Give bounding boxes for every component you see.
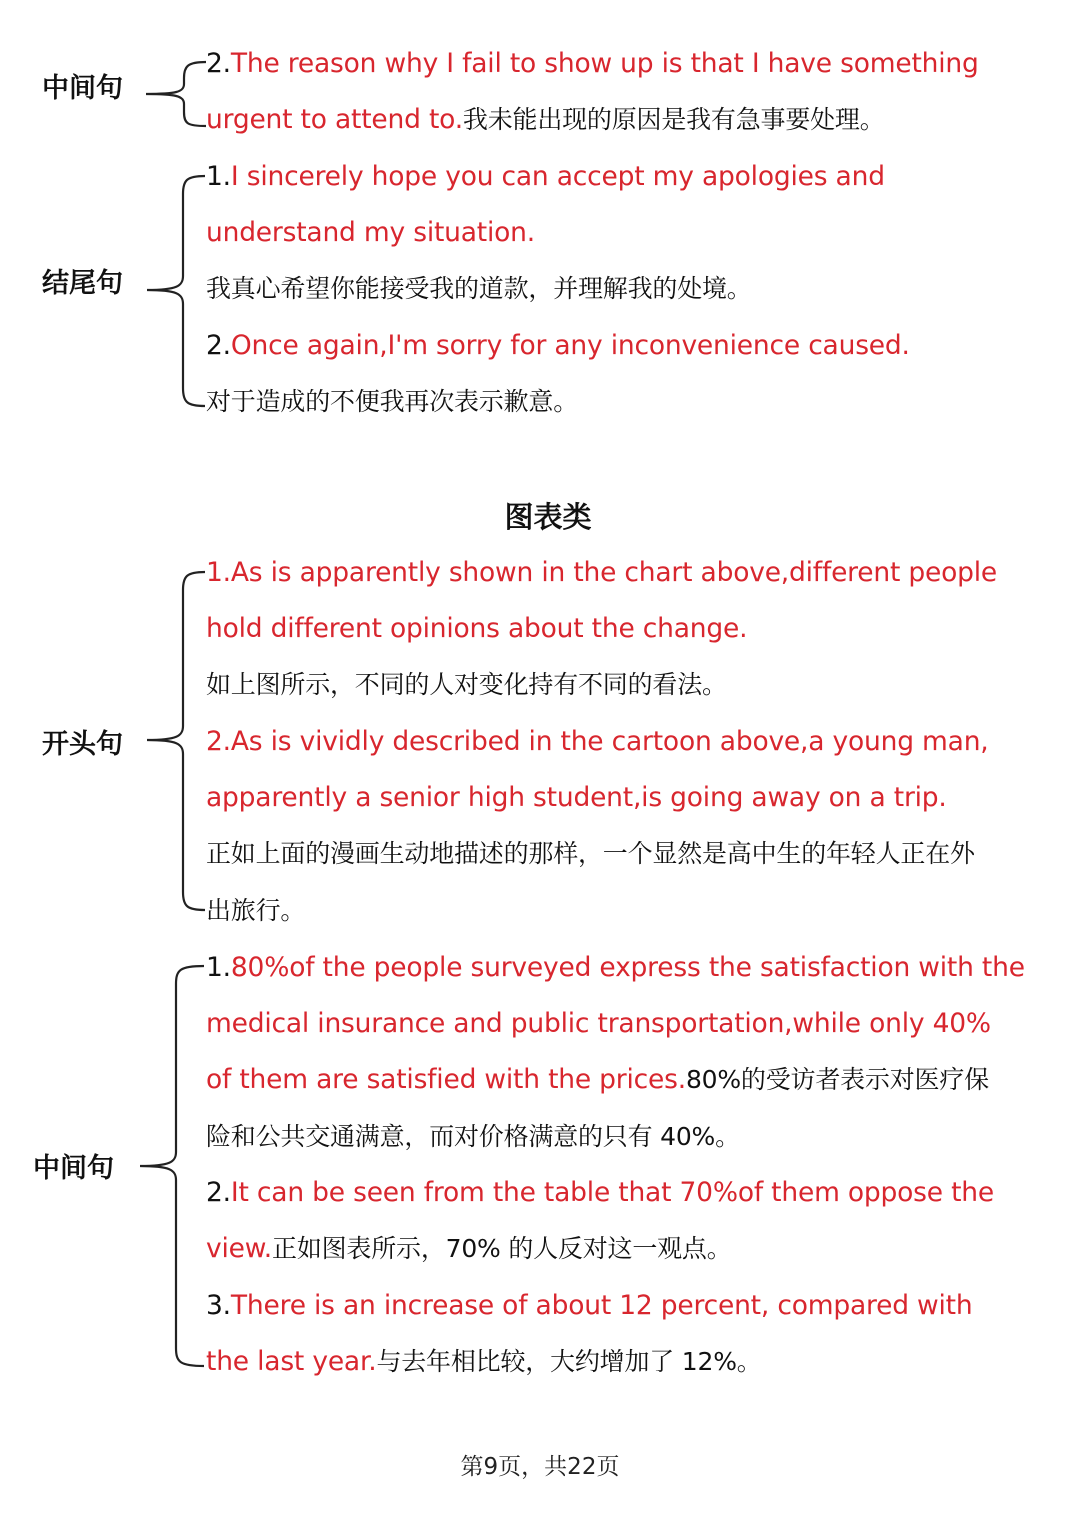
sentence-number: 2. [206, 1177, 231, 1208]
sentence-number: 2. [206, 330, 231, 361]
english-sentence: medical insurance and public transportation,while only 40% [206, 1008, 991, 1039]
chinese-translation: 80%的受访者表示对医疗保 [685, 1065, 989, 1094]
sentence-line [206, 951, 1025, 985]
chinese-translation: 与去年相比较，大约增加了 12%。 [376, 1347, 762, 1376]
sentence-number: 3. [206, 1290, 231, 1321]
brace-icon [138, 962, 206, 1370]
english-sentence: Once again,I'm sorry for any inconvenience caused. [230, 330, 910, 361]
chinese-translation: 正如图表所示，70% 的人反对这一观点。 [272, 1234, 732, 1263]
english-sentence: 1.As is apparently shown in the chart above,different people [206, 557, 998, 588]
sentence-line [206, 1120, 740, 1154]
english-sentence: 2.As is vividly described in the cartoon above,a young man, [206, 726, 989, 757]
chinese-translation: 对于造成的不便我再次表示歉意。 [206, 387, 579, 416]
english-sentence: urgent to attend to. [206, 104, 463, 135]
page-number: 第9页，共22页 [460, 1454, 620, 1480]
sentence-line [206, 1007, 991, 1041]
sentence-line [206, 1345, 762, 1379]
sentence-number: 1. [206, 161, 231, 192]
sentence-line [206, 385, 578, 419]
sentence-line [206, 103, 885, 137]
section-heading: 图表类 [504, 500, 592, 534]
english-sentence: view. [206, 1233, 273, 1264]
sentence-line [206, 1289, 972, 1323]
sentence-line [206, 668, 727, 702]
sentence-line [206, 781, 947, 815]
sentence-line [206, 1176, 994, 1210]
english-sentence: The reason why I fail to show up is that I have something [230, 48, 979, 79]
brace-icon [145, 172, 207, 410]
english-sentence: of them are satisfied with the prices. [206, 1064, 686, 1095]
sentence-number: 2. [206, 48, 231, 79]
sentence-line [206, 1232, 732, 1266]
chinese-translation: 出旅行。 [206, 896, 306, 925]
sentence-number: 1. [206, 952, 231, 983]
sentence-line [206, 1063, 989, 1097]
english-sentence: hold different opinions about the change. [206, 613, 748, 644]
english-sentence: apparently a senior high student,is going away on a trip. [206, 782, 947, 813]
section-label-middle-1: 中间句 [42, 73, 123, 104]
chinese-translation: 险和公共交通满意，而对价格满意的只有 40%。 [206, 1122, 740, 1151]
english-sentence: There is an increase of about 12 percent, compared with [230, 1290, 973, 1321]
brace-icon [140, 58, 210, 130]
chinese-translation: 正如上面的漫画生动地描述的那样，一个显然是高中生的年轻人正在外 [206, 839, 975, 868]
brace-icon [145, 568, 207, 914]
chinese-translation: 我未能出现的原因是我有急事要处理。 [462, 105, 885, 134]
section-label-ending: 结尾句 [42, 268, 123, 299]
sentence-line [206, 272, 752, 306]
english-sentence: I sincerely hope you can accept my apologies and [230, 161, 885, 192]
sentence-line [206, 160, 885, 194]
chinese-translation: 如上图所示，不同的人对变化持有不同的看法。 [206, 670, 727, 699]
english-sentence: It can be seen from the table that 70%of them oppose the [230, 1177, 995, 1208]
sentence-line [206, 725, 989, 759]
sentence-line [206, 47, 979, 81]
section-label-middle-2: 中间句 [33, 1153, 114, 1184]
sentence-line [206, 894, 305, 928]
english-sentence: the last year. [206, 1346, 377, 1377]
sentence-line [206, 556, 997, 590]
sentence-line [206, 329, 910, 363]
sentence-line [206, 612, 747, 646]
english-sentence: 80%of the people surveyed express the satisfaction with the [230, 952, 1025, 983]
english-sentence: understand my situation. [206, 217, 535, 248]
sentence-line [206, 837, 975, 871]
chinese-translation: 我真心希望你能接受我的道款，并理解我的处境。 [206, 274, 752, 303]
section-label-opening: 开头句 [42, 729, 123, 760]
sentence-line [206, 216, 535, 250]
